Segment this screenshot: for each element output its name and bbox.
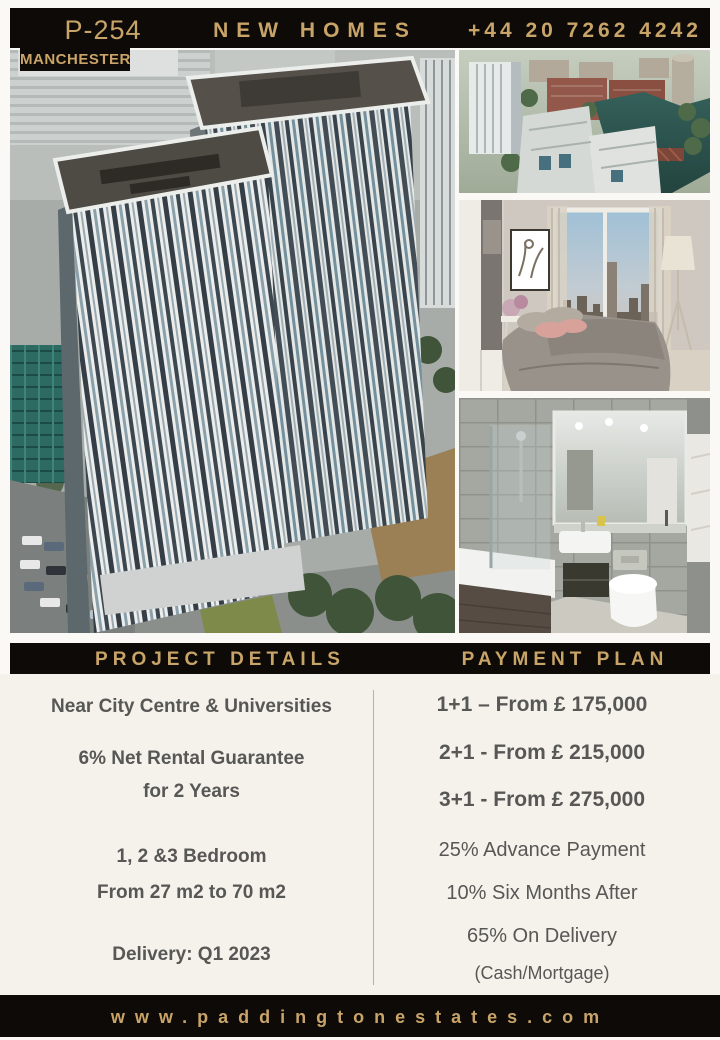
project-details-heading: PROJECT DETAILS [95, 649, 345, 670]
section-heading-bar [10, 643, 710, 674]
term-six-months: 10% Six Months After [446, 882, 638, 904]
website-url: www.paddingtonestates.com [110, 1007, 610, 1027]
term-advance-payment: 25% Advance Payment [438, 839, 646, 861]
payment-plan-column [374, 680, 710, 984]
detail-location: Near City Centre & Universities [51, 696, 332, 717]
aerial-river-photo [459, 50, 710, 193]
detail-bedrooms: 1, 2 &3 Bedroom [116, 846, 267, 867]
price-2plus1: 2+1 - From £ 215,000 [438, 741, 646, 764]
footer-bar [0, 995, 720, 1037]
main-building-photo [10, 50, 455, 633]
price-1plus1: 1+1 – From £ 175,000 [436, 693, 648, 716]
page-title: NEW HOMES [213, 19, 417, 42]
header-bar [10, 8, 710, 48]
location-badge: MANCHESTER [20, 48, 130, 71]
project-details-column [10, 680, 373, 966]
detail-sizes: From 27 m2 to 70 m2 [96, 882, 287, 903]
project-reference: P-254 [64, 15, 142, 45]
term-cash-mortgage: (Cash/Mortgage) [474, 963, 610, 983]
bathroom-photo [459, 398, 710, 633]
bedroom-photo [459, 200, 710, 391]
detail-rental-guarantee: 6% Net Rental Guarantee [78, 748, 305, 769]
detail-delivery: Delivery: Q1 2023 [112, 944, 271, 965]
phone-number: +44 20 7262 4242 [468, 19, 702, 42]
price-3plus1: 3+1 - From £ 275,000 [438, 788, 646, 811]
detail-rental-guarantee-duration: for 2 Years [143, 781, 240, 802]
payment-plan-heading: PAYMENT PLAN [461, 649, 669, 670]
term-on-delivery: 65% On Delivery [466, 925, 618, 947]
